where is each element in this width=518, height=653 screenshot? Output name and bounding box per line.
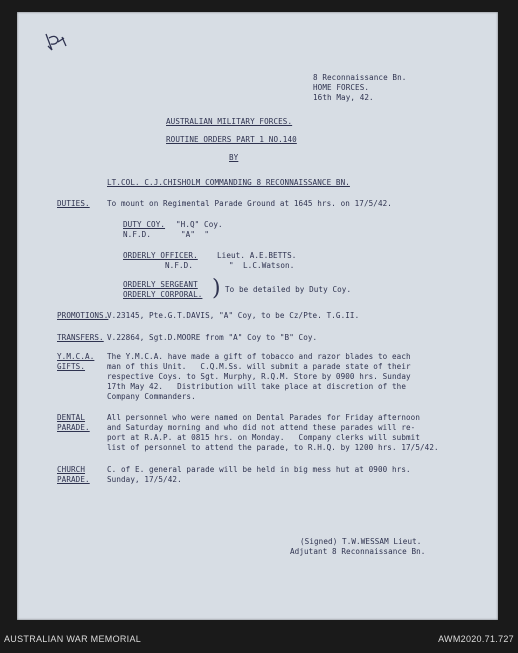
church-line: Sunday, 17/5/42. xyxy=(107,475,182,484)
duties-text: To mount on Regimental Parade Ground at 1645 hrs. on 17/5/42. xyxy=(107,199,392,208)
adjutant-line: Adjutant 8 Reconnaissance Bn. xyxy=(290,547,426,556)
signature-line: (Signed) T.W.WESSAM Lieut. xyxy=(300,537,422,546)
dental-line: and Saturday morning and who did not attend these parades will re- xyxy=(107,423,416,432)
promotions-label: PROMOTIONS. xyxy=(57,311,109,320)
ymca-label: Y.M.C.A. xyxy=(57,352,95,361)
church-parade-label: PARADE. xyxy=(57,475,90,484)
header-date: 16th May, 42. xyxy=(313,93,374,102)
ymca-line: Company Commanders. xyxy=(107,392,196,401)
title-orders: ROUTINE ORDERS PART 1 NO.140 xyxy=(166,135,297,144)
nfd-label-2: N.F.D. xyxy=(165,261,194,270)
orderly-corporal-label: ORDERLY CORPORAL. xyxy=(123,290,203,299)
header-unit: 8 Reconnaissance Bn. xyxy=(313,73,407,82)
duty-coy-label: DUTY COY. xyxy=(123,220,166,229)
header-force: HOME FORCES. xyxy=(313,83,370,92)
handwritten-mark xyxy=(40,28,74,58)
gifts-label: GIFTS. xyxy=(57,362,86,371)
footer-credit: AUSTRALIAN WAR MEMORIAL xyxy=(4,634,142,644)
promotions-text: V.23145, Pte.G.T.DAVIS, "A" Coy, to be Cz/Pte. T.G.II. xyxy=(107,311,360,320)
dental-parade-label: PARADE. xyxy=(57,423,90,432)
ymca-line: The Y.M.C.A. have made a gift of tobacco and razor blades to each xyxy=(107,352,411,361)
dental-label: DENTAL xyxy=(57,413,86,422)
brace-glyph: ) xyxy=(212,276,221,301)
detail-text: To be detailed by Duty Coy. xyxy=(225,285,352,294)
church-line: C. of E. general parade will be held in big mess hut at 0900 hrs. xyxy=(107,465,411,474)
ymca-line: 17th May 42. Distribution will take place at discretion of the xyxy=(107,382,406,391)
ymca-line: respective Coys. to Sgt. Murphy, R.Q.M. Store by 0900 hrs. Sunday xyxy=(107,372,411,381)
dental-line: port at R.A.P. at 0815 hrs. on Monday. Company clerks will submit xyxy=(107,433,421,442)
duties-label: DUTIES. xyxy=(57,199,90,208)
nfd-label: N.F.D. xyxy=(123,230,152,239)
nfd-value: "A" " xyxy=(181,230,210,239)
dental-line: list of personnel to attend the parade, to R.H.Q. by 1200 hrs. 17/5/42. xyxy=(107,443,439,452)
title-forces: AUSTRALIAN MILITARY FORCES. xyxy=(166,117,293,126)
title-by: BY xyxy=(229,153,239,162)
footer-accession: AWM2020.71.727 xyxy=(438,634,514,644)
transfers-label: TRANSFERS. xyxy=(57,333,104,342)
title-commanding: LT.COL. C.J.CHISHOLM COMMANDING 8 RECONNAISSANCE BN. xyxy=(107,178,350,187)
church-label: CHURCH xyxy=(57,465,86,474)
transfers-text: V.22864, Sgt.D.MOORE from "A" Coy to "B" Coy. xyxy=(107,333,318,342)
duty-coy-value: "H.Q" Coy. xyxy=(176,220,223,229)
orderly-officer-value: Lieut. A.E.BETTS. xyxy=(217,251,297,260)
dental-line: All personnel who were named on Dental Parades for Friday afternoon xyxy=(107,413,421,422)
ymca-line: man of this Unit. C.Q.M.Ss. will submit a parade state of their xyxy=(107,362,411,371)
orderly-sergeant-label: ORDERLY SERGEANT xyxy=(123,280,198,289)
nfd-value-2: " L.C.Watson. xyxy=(229,261,295,270)
orderly-officer-label: ORDERLY OFFICER. xyxy=(123,251,198,260)
